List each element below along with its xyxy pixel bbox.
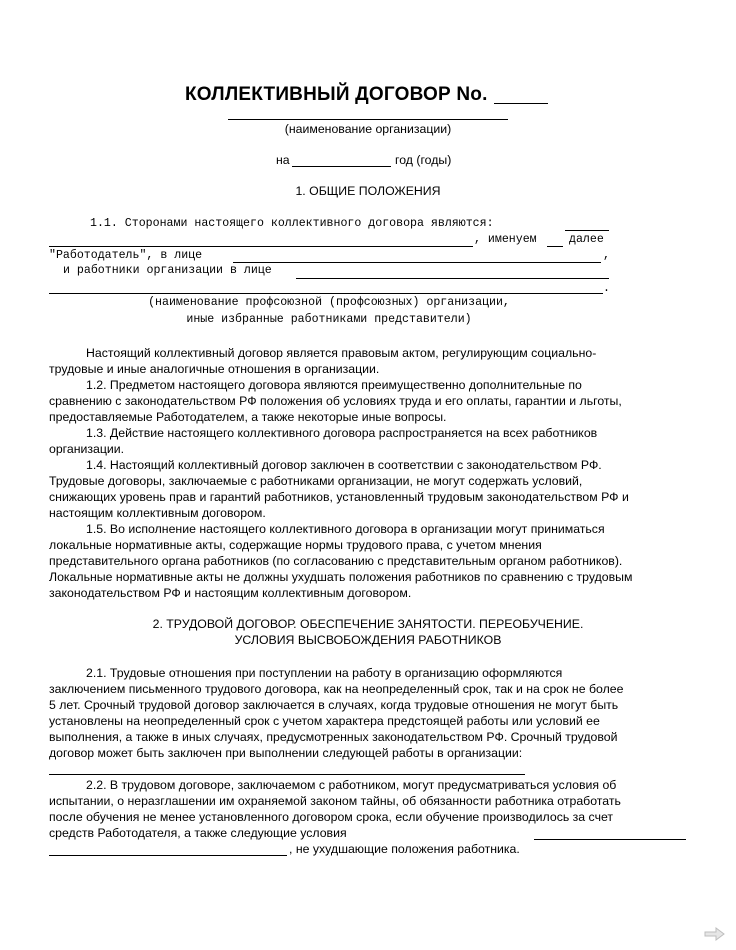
year-prefix: на [276,153,290,167]
s2-text-line: испытании, о неразглашении им охраняемой законом тайны, об обязанности работника отработать [49,794,621,808]
s2-text-line: 2.2. В трудовом договоре, заключаемом с работником, могут предусматриваться условия об [86,778,617,792]
s2-text-line: договор может быть заключен при выполнении следующей работы в организации: [49,746,523,760]
party-field-2[interactable] [49,246,473,247]
conditions-field-1[interactable] [534,839,686,840]
organization-caption: (наименование организации) [284,122,452,136]
s1-text-line: Настоящий коллективный договор является правовым актом, регулирующим социально- [86,346,597,360]
s1-text-line: 1.4. Настоящий коллективный договор заключен в соответствии с законодательством РФ. [86,458,602,472]
s2-text-line: 5 лет. Срочный трудовой договор заключается в случаях, когда трудовые отношения не могут быть [49,698,619,712]
workers-representative-field-2[interactable] [49,293,603,294]
p11-employer: "Работодатель", в лице [49,249,203,262]
s1-text-line: Трудовые договоры, заключаемые с работниками организации, не могут содержать условий, [49,474,583,488]
s1-text-line: Локальные нормативные акты не должны ухудшать положения работников по сравнению с трудовым [49,570,633,584]
s2-final-tail: , не ухудшающие положения работника. [289,842,520,856]
s2-text-line: установлены на неопределенный срок с учетом характера предстоящей работы или условий ее [49,714,600,728]
p11-workers: и работники организации в лице [63,264,272,277]
conditions-field-2[interactable] [49,855,287,856]
section2-heading-line2: УСЛОВИЯ ВЫСВОБОЖДЕНИЯ РАБОТНИКОВ [234,633,502,647]
year-field[interactable] [292,166,391,167]
s1-text-line: настоящим коллективным договором. [49,506,266,520]
s1-text-line: локальные нормативные акты, содержащие нормы трудового права, с учетом мнения [49,538,542,552]
section2-heading-line1: 2. ТРУДОВОЙ ДОГОВОР. ОБЕСПЕЧЕНИЕ ЗАНЯТОСТИ. ПЕРЕОБУЧЕНИЕ. [152,617,584,631]
work-type-field[interactable] [49,774,525,775]
p11-line1: 1.1. Сторонами настоящего коллективного договора являются: [90,217,494,230]
s2-text-line: выполнения, а также в иных случаях, предусмотренных законодательством РФ. Срочный трудовой [49,730,618,744]
organization-name-field[interactable] [228,119,508,120]
s1-text-line: 1.2. Предметом настоящего договора являются преимущественно дополнительные по [86,378,582,392]
s1-text-line: трудовые и иные аналогичные отношения в организации. [49,362,380,376]
contract-number-field[interactable] [494,103,548,104]
s1-text-line: предоставляемые Работодателем, а также некоторые иные вопросы. [49,410,447,424]
p11-further: далее [569,233,604,246]
union-caption-1: (наименование профсоюзной (профсоюзных) организации, [148,296,510,309]
union-caption-2: иные избранные работниками представители) [186,313,472,326]
next-page-arrow-icon [704,926,726,942]
party-field-1[interactable] [565,230,609,231]
document-title: КОЛЛЕКТИВНЫЙ ДОГОВОР No. [185,84,488,105]
s2-text-line: средств Работодателя, а также следующие условия [49,826,347,840]
s1-text-line: 1.5. Во исполнение настоящего коллективного договора в организации могут приниматься [86,522,605,536]
workers-representative-field[interactable] [296,278,609,279]
s2-text-line: заключением письменного трудового договора, как на неопределенный срок, так и на срок не более [49,682,624,696]
s2-text-line: 2.1. Трудовые отношения при поступлении на работу в организацию оформляются [86,666,563,680]
s1-text-line: снижающих уровень прав и гарантий работников, установленный трудовым законодательством РФ и [49,490,629,504]
employer-representative-field[interactable] [233,262,601,263]
s2-text-line: после обучения не менее установленного договором срока, если обучение производилось за счет [49,810,614,824]
s1-text-line: 1.3. Действие настоящего коллективного договора распространяется на всех работников [86,426,598,440]
s1-text-line: организации. [49,442,125,456]
section1-heading: 1. ОБЩИЕ ПОЛОЖЕНИЯ [295,184,441,198]
p11-named: , именуем [474,233,537,246]
s1-text-line: представительного органа работников (по согласованию с представительным органом работников). [49,554,623,568]
named-ending-field[interactable] [547,246,563,247]
year-suffix: год (годы) [395,153,452,167]
s1-text-line: законодательством РФ и настоящим коллективным договором. [49,586,412,600]
s1-text-line: сравнению с законодательством РФ положения об условиях труда и его оплаты, гарантии и льготы, [49,394,622,408]
